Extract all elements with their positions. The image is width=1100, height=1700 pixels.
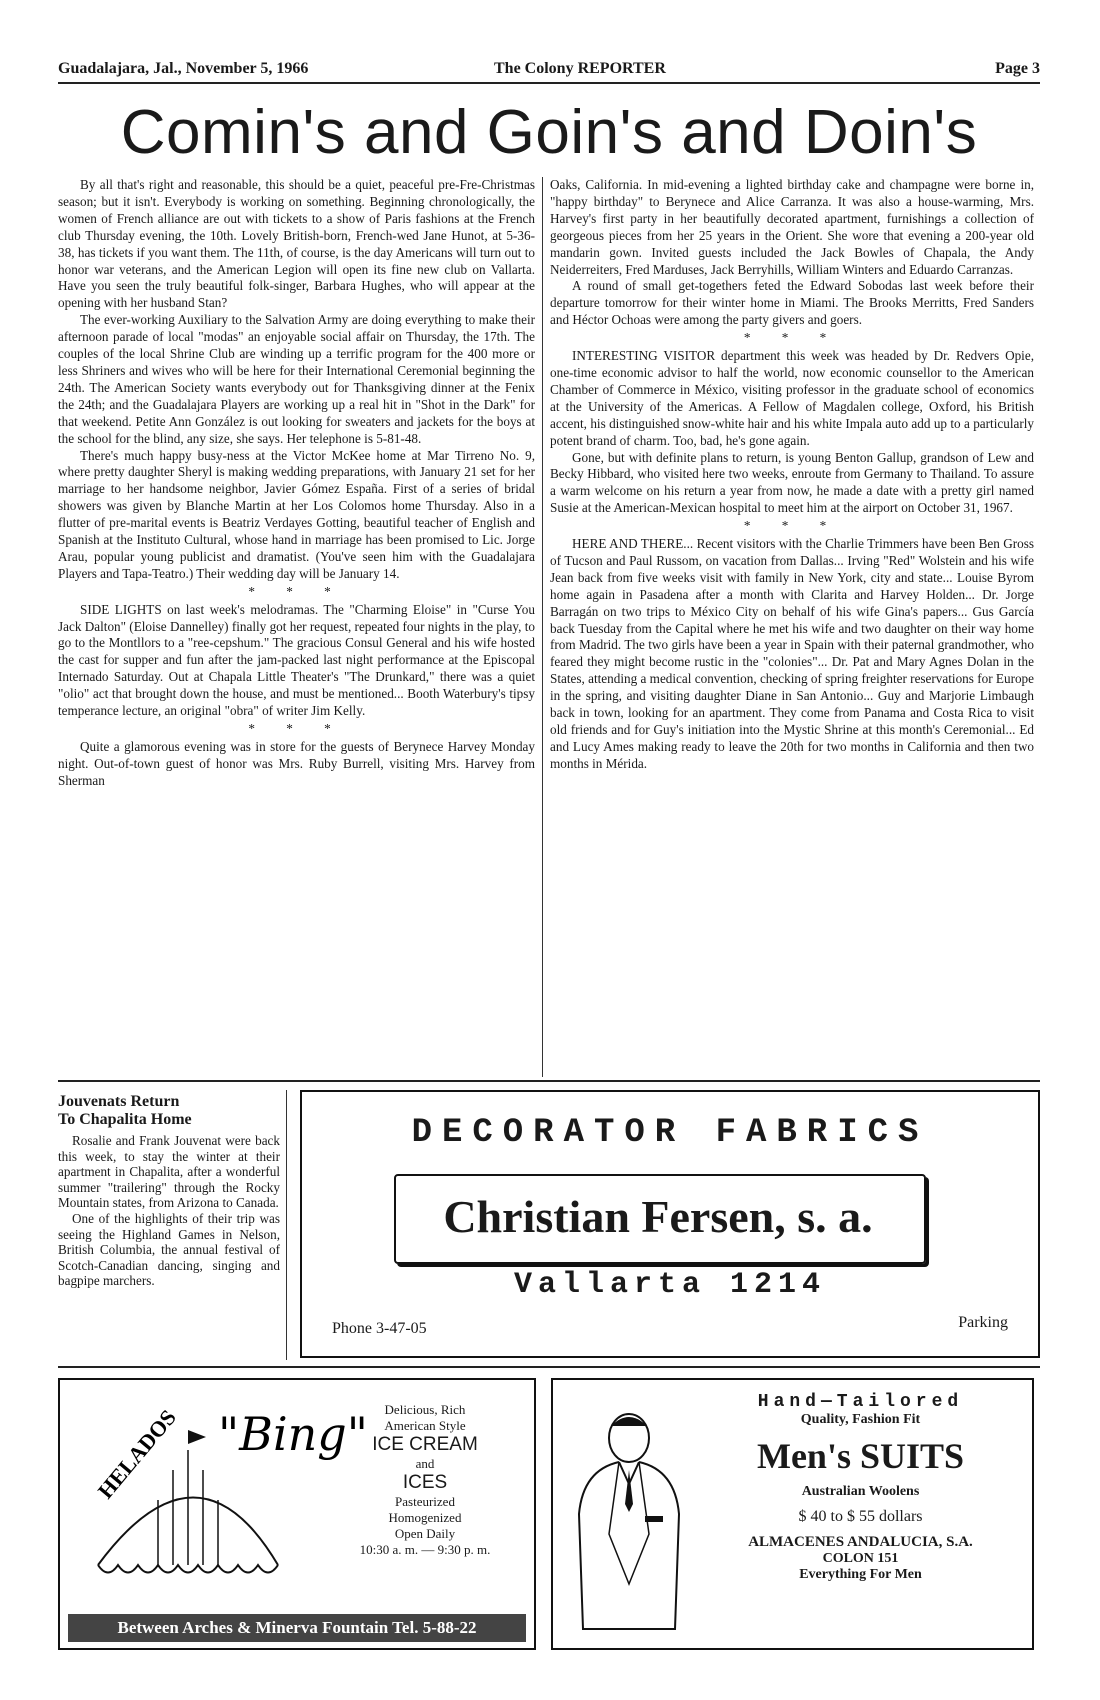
suited-man-illustration-icon — [569, 1404, 689, 1634]
page-number: Page 3 — [995, 60, 1040, 77]
ad-phone: Phone 3-47-05 — [332, 1320, 427, 1337]
paragraph: HERE AND THERE... Recent visitors with the Charlie Trimmers have been Ben Gross of Tucson and Paul Russom, on vacation from Dallas... Irving "Red" Wolstein and his wife Jean back from five weeks visit with family in New York, city and state... Louise Byrom home again in Pasadena after a month with Clarita and Harvey Holden... Dr. Jorge Barragán on two trips to México City on behalf of his wife Gina's papers... Gus García back Tuesday from the Capital where he met his wife and two daughter on their way home from Madrid. The two girls have been a year in Spain with their paternal grandmother, who feared they might become rustic in the "colonies"... Dr. Pat and Mary Agnes Dolan in the States, attending a medical convention, checking of spring freighter reservations for Europe in the spring, and visiting daughter Diane in San Antonio... Guy and Marjorie Limbaugh back in town, looking for an apartment. They come from Panama and Costa Rica to visit old friends and for Guy's initiation into the Mystic Shrine at this month's Ceremonial... Ed and Lucy Ames making ready to leave the 20th for two months in California and then two months in Mérida. — [550, 536, 1034, 771]
helados-bing-logo-icon — [78, 1390, 368, 1600]
paragraph: Oaks, California. In mid-evening a lighted birthday cake and champagne were borne in, "happy birthday" to Berynece and Alice Carranza. It was also a house-warming, Mrs. Harvey's first party in her beautifully decorated apartment, furnishings a collection of georgeous pieces from her 25 years in the Orient. She wore that evening a 200-year old mandarin gown. Invited guests included the Jack Bowles of Chapala, the Andy Neiderreiters, Fred Marduses, Jack Berryhills, William Winters and Eduardo Carranzas. — [550, 177, 1034, 277]
company-name: Christian Fersen, s. a. — [443, 1191, 873, 1242]
paragraph: Rosalie and Frank Jouvenat were back this week, to stay the winter at their apartment in Chapalita, after a wonderful summer "trailering" through the Rocky Mountain states, from Arizona to Canada. — [58, 1133, 280, 1211]
paragraph: Gone, but with definite plans to return, is young Benton Gallup, grandson of Lew and Becky Hibbard, who visited here two weeks, enroute from Germany to Thailand. To assure a warm welcome on his return a year from now, he made a date with a pretty girl named Susie at the American-Mexican hospital to meet him at the airport on October 31, 1967. — [550, 449, 1034, 516]
page-folio — [58, 60, 1040, 84]
article-column-2 — [550, 177, 1034, 773]
svg-text:"Bing": "Bing" — [218, 1407, 368, 1461]
section-rule — [58, 1366, 1040, 1368]
decorator-fabrics-ad — [300, 1090, 1040, 1358]
paragraph: A round of small get-togethers feted the Edward Sobodas last week before their departure tomorrow for their winter home in Miami. The Brooks Merritts, Fred Sanders and Héctor Ochoas were among the party givers and goers. — [550, 278, 1034, 328]
suits-copy: Hand—Tailored Quality, Fashion Fit Men's SUITS Australian Woolens $ 40 to $ 55 dollars ALMACENES ANDALUCIA, S.A. COLON 151 Everything For Men — [748, 1392, 973, 1582]
ice-cream-copy: Delicious, Rich American Style ICE CREAM and ICES Pasteurized Homogenized Open Daily 10:30 a. m. — 9:30 p. m. — [359, 1402, 491, 1557]
section-rule — [58, 1080, 1040, 1082]
ad-title: DECORATOR FABRICS — [411, 1114, 929, 1152]
svg-text:HELADOS: HELADOS — [92, 1404, 181, 1504]
address-bar: Between Arches & Minerva Fountain Tel. 5-88-22 — [68, 1614, 526, 1642]
mens-suits-ad — [551, 1378, 1034, 1650]
ice-cream-ad — [58, 1378, 536, 1650]
paragraph: SIDE LIGHTS on last week's melodramas. The "Charming Eloise" in "Curse You Jack Dalton" (Eloise Dannelley) finally got her request, repeated four nights in the play, to go to the Montllors to a "ree-cepshum." The gracious Consul General and his wife hosted the cast for supper and fun after the jam-packed last night performance at the Episcopal Internado Saturday. Out at Chapala Little Theater's "The Drunkard," there was a quiet "olio" act that brought down the house, and must be mentioned... Booth Waterbury's tipsy temperance lecture, an original "obra" of writer Jim Kelly. — [58, 601, 535, 719]
paragraph: Quite a glamorous evening was in store for the guests of Berynece Harvey Monday night. Out-of-town guest of honor was Mrs. Ruby Burrell, visiting Mrs. Harvey from Sherman — [58, 738, 535, 788]
paragraph: The ever-working Auxiliary to the Salvation Army are doing everything to make their afternoon parade of local "modas" an enjoyable social affair on Thursday, the 17th. The couples of the local Shrine Club are winding up a terrific program for the 400 more or less Shriners and wives who will be here for their International Ceremonial beginning the 24th. The American Society wants everybody out for Thanksgiving dinner at the Fenix the 24th; and the Guadalajara Players are working up a real hit in "Shot in the Dark" for that weekend. Petite Ann González is out looking for sweaters and jackets for the boys at the school for the blind, any size, she says. Her telephone is 5-81-48. — [58, 312, 535, 446]
ad-parking: Parking — [958, 1314, 1008, 1331]
paragraph: By all that's right and reasonable, this should be a quiet, peaceful pre-Fre-Christmas season; but it isn't. Everybody is working on something. Beginning chronologically, the women of French alliance are out with tickets to a show of Paris fashions at the French club Thursday evening, the 10th. Lovely British-born, French-wed Jane Hunot, at 5-36-38, has tickets if you want them. The 11th, of course, is the day Americans will turn out to honor war veterans, and the American Legion will open its fine new club on Vallarta. Have you seen the truly beautiful folk-singer, Barbara Hughes, who will appear at the opening with her husband Stan? — [58, 177, 535, 311]
separator-stars: * * * — [743, 518, 841, 534]
ad-address: Vallarta 1214 — [513, 1268, 827, 1302]
column-rule — [286, 1090, 287, 1360]
newspaper-name: The Colony REPORTER — [494, 60, 666, 77]
separator-stars: * * * — [743, 330, 841, 346]
dateline: Guadalajara, Jal., November 5, 1966 — [58, 60, 309, 77]
paragraph: INTERESTING VISITOR department this week was headed by Dr. Redvers Opie, one-time economic advisor to half the world, now economic counsellor to the American Chamber of Commerce in México, visiting professor in the graduate school of economics at the University of the Americas. A Fellow of Magdalen college, Oxford, his British accent, his distinguished snow-white hair and his white Impala auto add up to a particularly potent brand of charm. Too, bad, he's gone again. — [550, 348, 1034, 448]
sidebar-story — [58, 1093, 280, 1289]
separator-stars: * * * — [248, 721, 345, 736]
sidebar-headline: Jouvenats Return To Chapalita Home — [58, 1093, 192, 1128]
paragraph: One of the highlights of their trip was seeing the Highland Games in Nelson, British Columbia, the annual festival of Scotch-Canadian dancing, singing and bagpipe marchers. — [58, 1210, 280, 1289]
paragraph: There's much happy busy-ness at the Victor McKee home at Mar Tirreno No. 9, where pretty daughter Sheryl is making wedding preparations, with January 21 set for her marriage to her handsome neighbor, Javier Gómez España. First of a series of bridal showers was given by Blanche Martin at her Los Colomos home Thursday. Also in a flutter of pre-marital events is Beatriz Verdayes Gotting, beautiful teacher of English and Spanish at the Instituto Cultural, whose hand in marriage has been promised to Lic. Jorge Arau, popular young publicist and dramatist. (You've seen him with the Guadalajara Players and Tapa-Teatro.) Their wedding day will be January 14. — [58, 447, 535, 581]
separator-stars: * * * — [248, 583, 345, 599]
headline: Comin's and Goin's and Doin's — [120, 98, 978, 167]
article-column-1 — [58, 177, 535, 790]
column-rule — [542, 177, 543, 1077]
